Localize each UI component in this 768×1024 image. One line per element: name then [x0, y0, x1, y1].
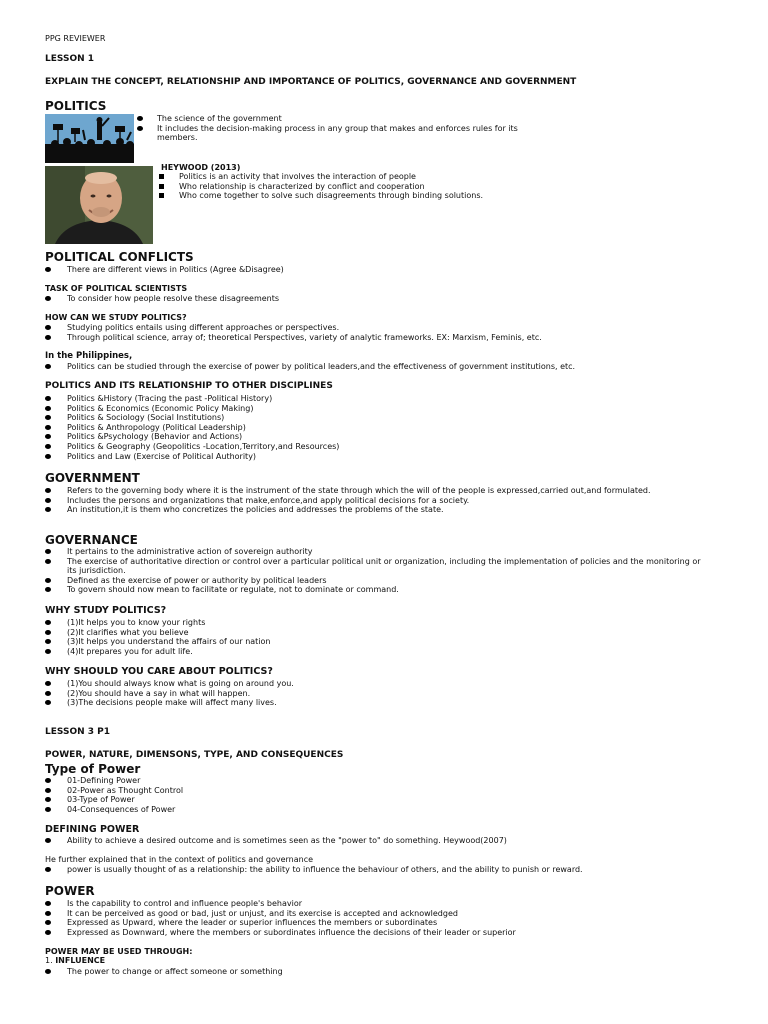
political-conflicts-heading: POLITICAL CONFLICTS: [45, 250, 194, 264]
list-item: Studying politics entails using different approaches or perspectives.: [67, 323, 542, 333]
list-item: (2)It clarifies what you believe: [67, 628, 271, 638]
list-item: Through political science, array of; theoretical Perspectives, variety of analytic frameworks. EX: Marxism, Feminis, etc.: [67, 333, 542, 343]
bullet-icon: [45, 498, 51, 503]
list-item: Politics and Law (Exercise of Political Authority): [67, 452, 339, 462]
how-heading: HOW CAN WE STUDY POLITICS?: [45, 313, 187, 322]
bullet-icon: [45, 620, 51, 625]
why-study-bullets: [67, 618, 271, 656]
list-item: It can be perceived as good or bad, just or unjust, and its exercise is accepted and acknowledged: [67, 909, 516, 919]
list-item: To consider how people resolve these disagreements: [67, 294, 279, 304]
list-item: (1)It helps you to know your rights: [67, 618, 271, 628]
bullet-icon: [45, 335, 51, 340]
defining-power-paragraph: He further explained that in the context of politics and governance: [45, 855, 314, 864]
bullet-icon: [137, 116, 143, 121]
bullet-icon: [45, 434, 51, 439]
defining-power-bullets: [67, 836, 507, 846]
heywood-title: HEYWOOD (2013): [161, 163, 241, 172]
heywood-portrait: [45, 166, 153, 244]
bullet-icon: [45, 549, 51, 554]
power-used-heading: POWER MAY BE USED THROUGH:: [45, 947, 193, 956]
list-item: Expressed as Upward, where the leader or superior influences the members or subordinates: [67, 918, 516, 928]
why-care-bullets: [67, 679, 294, 708]
lesson-1-label: LESSON 1: [45, 54, 95, 64]
list-item: Politics can be studied through the exercise of power by political leaders,and the effectiveness of government institutions, etc.: [67, 362, 575, 372]
protest-image: [45, 114, 134, 163]
doc-header: PPG REVIEWER: [45, 34, 106, 43]
list-item: 03-Type of Power: [67, 795, 183, 805]
bullet-icon: [45, 325, 51, 330]
list-item: power is usually thought of as a relationship: the ability to influence the behaviour of others, and the ability to punish or reward.: [67, 865, 583, 875]
lesson-1-title: EXPLAIN THE CONCEPT, RELATIONSHIP AND IMPORTANCE OF POLITICS, GOVERNANCE AND GOVERNMENT: [45, 77, 577, 87]
list-item: (4)It prepares you for adult life.: [67, 647, 271, 657]
politics-bullets: [157, 114, 537, 143]
list-item: Politics & Economics (Economic Policy Making): [67, 404, 339, 414]
list-item: It pertains to the administrative action of sovereign authority: [67, 547, 707, 557]
list-item: (3)It helps you understand the affairs of our nation: [67, 637, 271, 647]
list-item: 04-Consequences of Power: [67, 805, 183, 815]
philippines-heading: In the Philippines,: [45, 351, 133, 361]
list-item: Includes the persons and organizations that make,enforce,and apply political decisions for a society.: [67, 496, 651, 506]
bullet-icon: [45, 788, 51, 793]
conflicts-bullets: [67, 265, 284, 275]
heywood-bullets: [179, 172, 483, 201]
list-item: Who come together to solve such disagreements through binding solutions.: [179, 191, 483, 201]
bullet-icon: [45, 630, 51, 635]
influence-number: 1.: [45, 956, 53, 965]
list-item: 01-Defining Power: [67, 776, 183, 786]
bullet-icon: [45, 867, 51, 872]
governance-heading: GOVERNANCE: [45, 533, 138, 547]
government-heading: GOVERNMENT: [45, 471, 140, 485]
bullet-icon: [45, 920, 51, 925]
bullet-icon: [45, 454, 51, 459]
bullet-icon: [45, 639, 51, 644]
list-item: Politics &History (Tracing the past -Political History): [67, 394, 339, 404]
influence-bullets: [67, 967, 283, 977]
list-item: Refers to the governing body where it is the instrument of the state through which the will of the people is expressed,carried out,and formulated.: [67, 486, 651, 496]
list-item: Ability to achieve a desired outcome and is sometimes seen as the "power to" do something. Heywood(2007): [67, 836, 507, 846]
list-item: The exercise of authoritative direction or control over a particular political unit or organization, including the implementation of policies and the monitoring or its jurisdiction.: [67, 557, 707, 576]
list-item: (1)You should always know what is going on around you.: [67, 679, 294, 689]
list-item: An institution,it is them who concretizes the policies and addresses the problems of the state.: [67, 505, 651, 515]
bullet-icon: [45, 488, 51, 493]
bullet-icon: [45, 267, 51, 272]
bullet-icon: [45, 911, 51, 916]
list-item: Defined as the exercise of power or authority by political leaders: [67, 576, 707, 586]
bullet-icon: [45, 649, 51, 654]
bullet-icon: [45, 444, 51, 449]
protest-silhouette-graphic: [45, 114, 134, 163]
bullet-icon: [45, 838, 51, 843]
bullet-icon: [45, 507, 51, 512]
bullet-icon: [45, 681, 51, 686]
bullet-icon: [45, 396, 51, 401]
bullet-icon: [45, 700, 51, 705]
defining-power-heading: DEFINING POWER: [45, 824, 140, 835]
lesson-3-title: POWER, NATURE, DIMENSONS, TYPE, AND CONSEQUENCES: [45, 750, 344, 760]
bullet-icon: [45, 364, 51, 369]
bullet-icon: [45, 587, 51, 592]
politics-heading: POLITICS: [45, 99, 107, 113]
list-item: Is the capability to control and influence people's behavior: [67, 899, 516, 909]
defining-power-para-bullets: [67, 865, 583, 875]
philippines-bullets: [67, 362, 575, 372]
lesson-3-label: LESSON 3 P1: [45, 727, 111, 737]
bullet-icon: [45, 425, 51, 430]
power-bullets: [67, 899, 516, 937]
bullet-icon: [45, 415, 51, 420]
list-item: Who relationship is characterized by conflict and cooperation: [179, 182, 483, 192]
influence-heading: INFLUENCE: [55, 956, 106, 965]
list-item: 02-Power as Thought Control: [67, 786, 183, 796]
bullet-icon: [45, 778, 51, 783]
task-heading: TASK OF POLITICAL SCIENTISTS: [45, 284, 188, 293]
list-item: There are different views in Politics (Agree &Disagree): [67, 265, 284, 275]
power-heading: POWER: [45, 884, 95, 898]
task-bullets: [67, 294, 279, 304]
bullet-icon: [45, 797, 51, 802]
disciplines-heading: POLITICS AND ITS RELATIONSHIP TO OTHER DISCIPLINES: [45, 381, 333, 391]
influence-label: [45, 956, 105, 966]
bullet-icon: [45, 559, 51, 564]
list-item: To govern should now mean to facilitate or regulate, not to dominate or command.: [67, 585, 707, 595]
why-study-heading: WHY STUDY POLITICS?: [45, 605, 167, 616]
list-item: The science of the government: [157, 114, 537, 124]
list-item: Expressed as Downward, where the members or subordinates influence the decisions of their leader or superior: [67, 928, 516, 938]
bullet-icon: [45, 296, 51, 301]
bullet-icon: [137, 126, 143, 131]
square-bullet-icon: [159, 184, 164, 189]
type-of-power-heading: Type of Power: [45, 762, 141, 776]
bullet-icon: [45, 901, 51, 906]
governance-bullets: [67, 547, 707, 595]
list-item: Politics & Sociology (Social Institutions): [67, 413, 339, 423]
bullet-icon: [45, 406, 51, 411]
list-item: (3)The decisions people make will affect many lives.: [67, 698, 294, 708]
portrait-graphic: [45, 166, 153, 244]
list-item: The power to change or affect someone or something: [67, 967, 283, 977]
bullet-icon: [45, 969, 51, 974]
list-item: Politics & Geography (Geopolitics -Location,Territory,and Resources): [67, 442, 339, 452]
disciplines-bullets: [67, 394, 339, 461]
why-care-heading: WHY SHOULD YOU CARE ABOUT POLITICS?: [45, 666, 273, 677]
type-of-power-bullets: [67, 776, 183, 814]
bullet-icon: [45, 930, 51, 935]
bullet-icon: [45, 807, 51, 812]
how-bullets: [67, 323, 542, 342]
list-item: Politics is an activity that involves the interaction of people: [179, 172, 483, 182]
list-item: Politics &Psychology (Behavior and Actions): [67, 432, 339, 442]
square-bullet-icon: [159, 193, 164, 198]
square-bullet-icon: [159, 174, 164, 179]
bullet-icon: [45, 691, 51, 696]
list-item: It includes the decision-making process in any group that makes and enforces rules for its members.: [157, 124, 537, 143]
bullet-icon: [45, 578, 51, 583]
government-bullets: [67, 486, 651, 515]
list-item: (2)You should have a say in what will happen.: [67, 689, 294, 699]
list-item: Politics & Anthropology (Political Leadership): [67, 423, 339, 433]
